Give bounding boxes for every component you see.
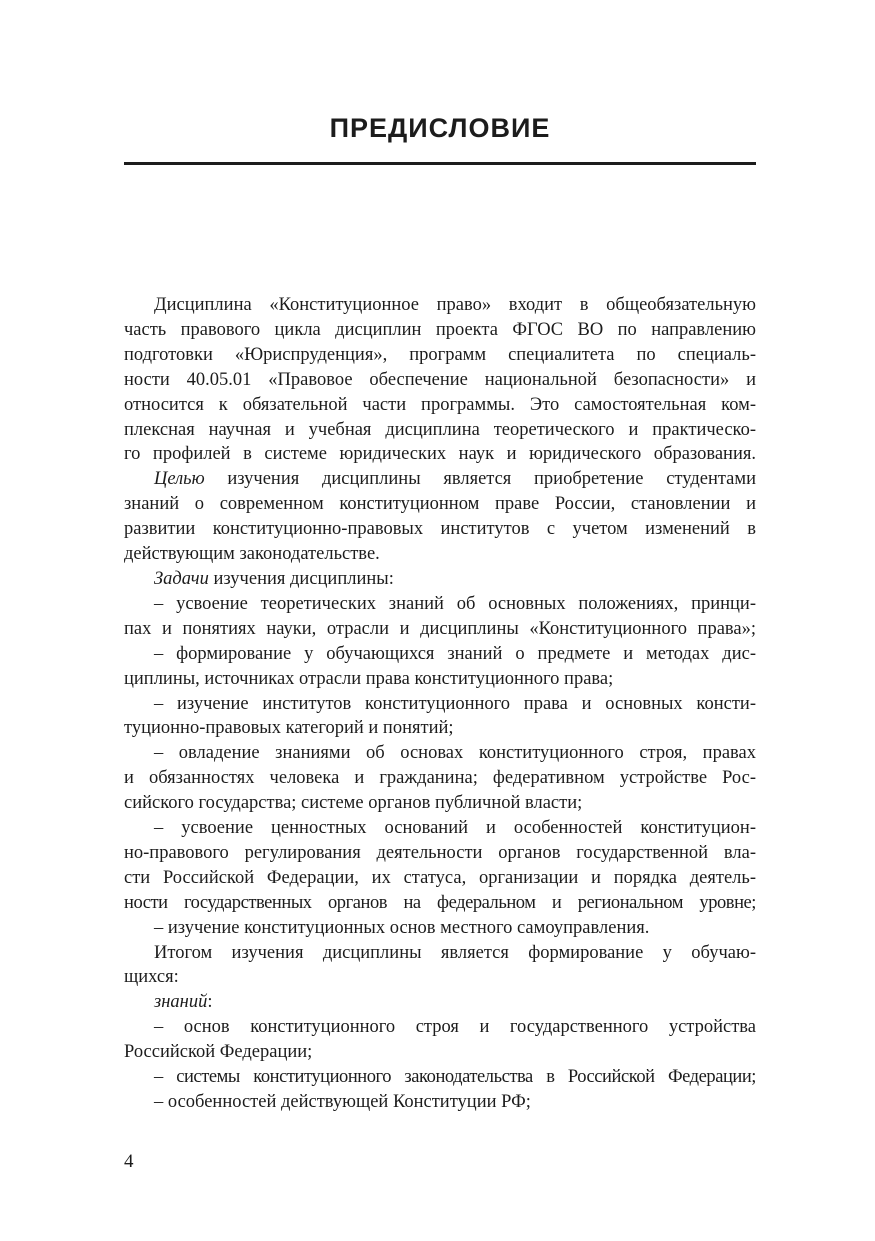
list-item (124, 1065, 756, 1090)
text-line: Итогом изучения дисциплины является формирование у обучаю- (154, 942, 756, 963)
list-item (124, 741, 756, 816)
text-line: но-правового регулирования деятельности органов государственной вла- (124, 842, 756, 863)
text-line: пах и понятиях науки, отрасли и дисциплины «Конституционного права»; (124, 618, 756, 639)
text-line: – системы конституционного законодательства в Российской Федерации; (154, 1067, 756, 1088)
text-line: – особенностей действующей Конституции РФ; (154, 1092, 531, 1112)
title-rule (124, 162, 756, 165)
text-line: ности государственных органов на федеральном и региональном уровне; (124, 892, 756, 913)
list-item (124, 692, 756, 742)
text-line: – формирование у обучающихся знаний о предмете и методах дис- (154, 643, 756, 664)
text-line: Российской Федерации; (124, 1042, 313, 1063)
text-line: го профилей в системе юридических наук и юридического образования. (124, 444, 756, 465)
goal-paragraph (124, 467, 756, 567)
text-line: – основ конституционного строя и государственного устройства (154, 1017, 756, 1038)
text-line: – изучение конституционных основ местного самоуправления. (154, 917, 650, 938)
goal-term: Целью (154, 469, 205, 490)
intro-paragraph (124, 293, 756, 467)
text-line: развитии конституционно-правовых институтов с учетом изменений в (124, 519, 756, 540)
text-line: сти Российской Федерации, их статуса, организации и порядка деятель- (124, 867, 756, 888)
text-line: плексная научная и учебная дисциплина теоретического и практическо- (124, 419, 756, 440)
text-line: – усвоение ценностных оснований и особенностей конституцион- (154, 818, 756, 839)
list-item (124, 1090, 756, 1115)
text-line: щихся: (124, 967, 179, 988)
outcome-paragraph (124, 941, 756, 1115)
list-item (124, 642, 756, 692)
tasks-paragraph (124, 567, 756, 941)
preface-text (124, 293, 756, 1115)
page-title: ПРЕДИСЛОВИЕ (329, 113, 551, 143)
text-line (124, 990, 756, 1015)
text-line: часть правового цикла дисциплин проекта ФГОС ВО по направлению (124, 319, 756, 340)
page-number: 4 (124, 1151, 134, 1172)
text-line: относится к обязательной части программы. Это самостоятельная ком- (124, 394, 756, 415)
knowledge-label: знаний (154, 992, 208, 1013)
text-line: знаний о современном конституционном праве России, становлении и (124, 494, 756, 515)
text-line: подготовки «Юриспруденция», программ специалитета по специаль- (124, 344, 756, 365)
list-item (124, 816, 756, 916)
list-item (124, 916, 756, 941)
tasks-term: Задачи (154, 568, 209, 589)
text-line: ности 40.05.01 «Правовое обеспечение национальной безопасности» и (124, 369, 756, 390)
list-item (124, 1015, 756, 1065)
text-line (124, 467, 756, 492)
knowledge-colon: : (207, 992, 213, 1013)
text-line: – усвоение теоретических знаний об основных положениях, принци- (154, 593, 756, 614)
text-line: циплины, источниках отрасли права конституционного права; (124, 668, 614, 689)
goal-text: изучения дисциплины является приобретение студентами (204, 469, 756, 490)
text-line: – изучение институтов конституционного права и основных консти- (154, 693, 756, 714)
text-line: – овладение знаниями об основах конституционного строя, правах (154, 743, 756, 764)
tasks-text: изучения дисциплины: (208, 568, 394, 589)
text-line: сийского государства; системе органов публичной власти; (124, 793, 583, 814)
text-line: и обязанностях человека и гражданина; федеративном устройстве Рос- (124, 768, 756, 789)
text-line (124, 567, 756, 592)
list-item (124, 592, 756, 642)
text-line: действующим законодательстве. (124, 544, 380, 565)
text-line: Дисциплина «Конституционное право» входит в общеобязательную (154, 295, 756, 315)
text-line: туционно-правовых категорий и понятий; (124, 718, 454, 739)
